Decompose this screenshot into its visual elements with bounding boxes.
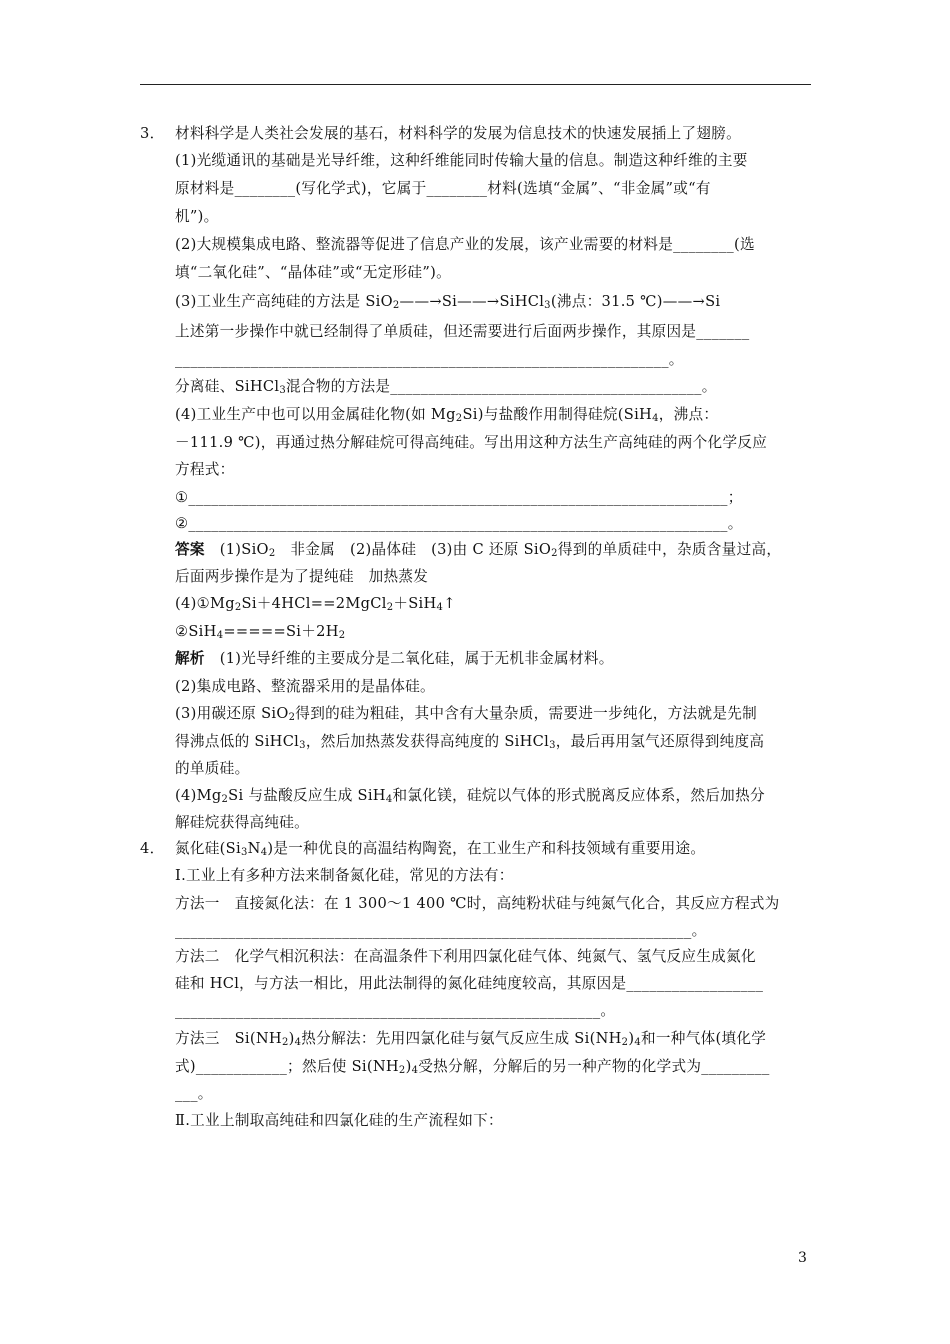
q3-analysis-line6: $(4)Mg_2Si$ 与盐酸反应生成 SiH$_4$和氯化镁，硅烷以气体的形式脱离反应体系，然后加热分 — [175, 787, 765, 805]
q3-answer-line4: $②SiH_4=====Si+2H_2$ — [175, 623, 346, 641]
q3-stem: 材料科学是人类社会发展的基石，材料科学的发展为信息技术的快速发展插上了翅膀。 — [175, 125, 741, 142]
q4-method2-line1: 方法二 化学气相沉积法：在高温条件下利用四氯化硅气体、纯氮气、氢气反应生成氮化 — [175, 948, 756, 965]
q4-number: 4． — [140, 840, 165, 857]
q4-method2-line2: 硅和 HCl，与方法一相比，用此法制得的氮化硅纯度较高，其原因是__________________ — [175, 975, 764, 992]
header-rule — [140, 84, 811, 85]
q3-analysis-line3: (3)用碳还原 SiO$_2$得到的硅为粗硅，其中含有大量杂质，需要进一步纯化，方法就是先制 — [175, 705, 758, 723]
q3-answer-line1: 答案 (1)SiO$_2$ 非金属 (2)晶体硅 (3)由 C 还原 SiO$_2$得到的单质硅中，杂质含量过高， — [175, 541, 782, 559]
q3-analysis-line5: 的单质硅。 — [175, 760, 250, 777]
q3-part4-line2: －111.9 ℃)，再通过热分解硅烷可得高纯硅。写出用这种方法生产高纯硅的两个化学反应 — [175, 434, 768, 451]
answer-label: 答案 — [175, 541, 205, 558]
q4-method3-line2: 式)____________；然后使 $Si(NH_2)_4$受热分解，分解后的另一种产物的化学式为_________ — [175, 1058, 770, 1076]
q3-part3-reaction: (3)工业生产高纯硅的方法是 SiO$_2$——→Si——→SiHCl$_3$(沸点：31.5 ℃)——→Si — [175, 293, 721, 311]
q4-method3-line1: 方法三 $Si(NH_2)_4$热分解法：先用四氯化硅与氨气反应生成 $Si(NH_2)_4$和一种气体(填化学 — [175, 1030, 767, 1048]
q3-part1-line3: 机”)。 — [175, 208, 219, 225]
q3-part3-line3: _________________________________________________________________。 — [175, 351, 684, 368]
q4-method3-line3: ___。 — [175, 1085, 213, 1102]
q3-part4-blank2: ②_______________________________________________________________________。 — [175, 515, 743, 532]
q3-part4-line1: (4)工业生产中也可以用金属硅化物(如 $Mg_2Si$)与盐酸作用制得硅烷(SiH$_4$，沸点： — [175, 406, 719, 424]
q3-part4-line3: 方程式： — [175, 461, 235, 478]
q4-method1-line1: 方法一 直接氮化法：在 1 300～1 400 ℃时，高纯粉状硅与纯氮气化合，其反应方程式为 — [175, 895, 780, 912]
q4-method2-blank: ________________________________________________________。 — [175, 1002, 616, 1019]
q4-method1-blank: ____________________________________________________________________。 — [175, 922, 707, 939]
q3-part2-line2: 填“二氧化硅”、“晶体硅”或“无定形硅”)。 — [175, 264, 451, 281]
q3-analysis-line7: 解硅烷获得高纯硅。 — [175, 814, 310, 831]
q3-part2-line1: (2)大规模集成电路、整流器等促进了信息产业的发展，该产业需要的材料是________(选 — [175, 236, 755, 253]
q4-section1-heading: Ⅰ.工业上有多种方法来制备氮化硅，常见的方法有： — [175, 867, 514, 884]
q4-section2-heading: Ⅱ.工业上制取高纯硅和四氯化硅的生产流程如下： — [175, 1112, 503, 1129]
analysis-label: 解析 — [175, 650, 205, 667]
q3-analysis-line4: 得沸点低的 SiHCl$_3$，然后加热蒸发获得高纯度的 SiHCl$_3$，最后再用氢气还原得到纯度高 — [175, 733, 765, 751]
q3-part3-line4: 分离硅、SiHCl$_3$混合物的方法是_________________________________________。 — [175, 378, 717, 396]
q3-answer-line3: $(4)①Mg_2Si+4HCl==2MgCl_2+SiH_4↑$ — [175, 595, 456, 613]
q3-part3-line2: 上述第一步操作中就已经制得了单质硅，但还需要进行后面两步操作，其原因是_______ — [175, 323, 750, 340]
page-number: 3 — [798, 1250, 807, 1266]
q3-part1-line2: 原材料是________(写化学式)，它属于________材料(选填“金属”、“非金属”或“有 — [175, 180, 711, 197]
q3-part1-line1: (1)光缆通讯的基础是光导纤维，这种纤维能同时传输大量的信息。制造这种纤维的主要 — [175, 152, 748, 169]
q3-part4-blank1: ①_______________________________________________________________________； — [175, 489, 743, 506]
q3-analysis-line2: (2)集成电路、整流器采用的是晶体硅。 — [175, 678, 435, 695]
q3-number: 3． — [140, 125, 165, 142]
q3-answer-line2: 后面两步操作是为了提纯硅 加热蒸发 — [175, 568, 429, 585]
q3-analysis-line1: 解析 (1)光导纤维的主要成分是二氧化硅，属于无机非金属材料。 — [175, 650, 614, 667]
q4-stem: 氮化硅$(Si_3N_4)$是一种优良的高温结构陶瓷，在工业生产和科技领域有重要用途。 — [175, 840, 706, 858]
